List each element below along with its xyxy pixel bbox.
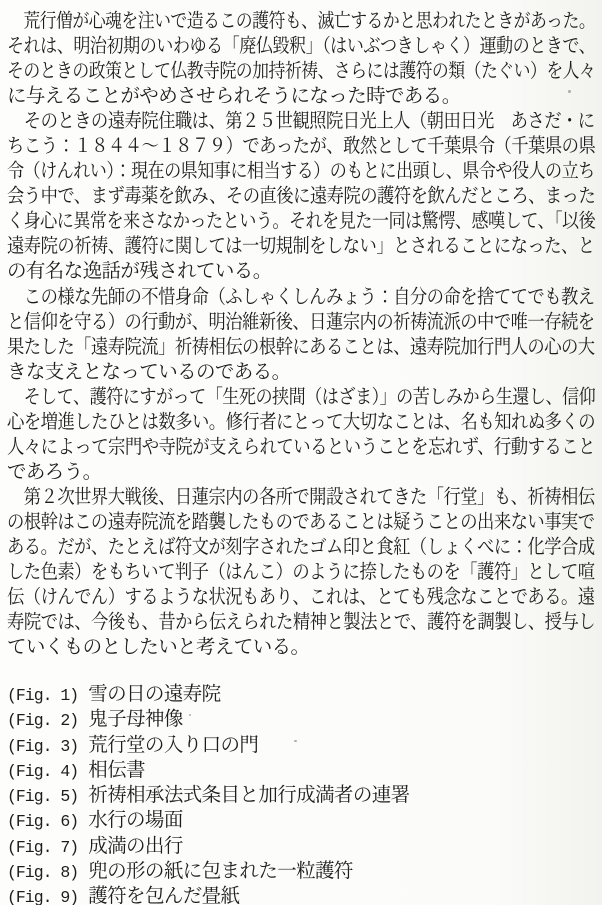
figure-caption: 水行の場面 [88,808,183,832]
figure-caption: 荒行堂の入り口の門 [88,732,259,756]
text-line [7,509,595,534]
text-line [7,359,595,384]
text-line [7,484,595,509]
figure-label: (Fig. 2) [7,711,79,731]
figure-caption: 鬼子母神像 [88,707,183,731]
text-line-content: 遠寿院の祈祷、護符に関しては一切規制をしない」とされることになった、と [7,234,595,258]
text-line [7,434,595,459]
text-line-content: そのときの政策として仏教寺院の加持祈祷、さらには護符の類（たぐい）を人々 [7,59,596,83]
figure-item-content [7,782,410,809]
text-line-content: そのときの遠寿院住職は、第２５世観照院日光上人（朝田日光 あさだ・に [7,109,595,133]
text-line-content: 果たした「遠寿院流」祈祷相伝の根幹にあることは、遠寿院加行門人の心の大 [7,334,595,358]
text-line-content: ちこう：１８４４～１８７９）であったが、敢然として千葉県令（千葉県の県 [7,134,596,158]
text-line [7,634,595,659]
text-line [7,58,595,83]
text-line-content: した色素）をもちいて判子（はんこ）のように捺したものを「護符」として喧 [7,560,595,584]
text-line [7,309,595,334]
figure-item-content [7,681,221,708]
text-line-content: 人々によって宗門や寺院が支えられているということを忘れず、行動すること [7,434,595,458]
text-line-content: それは、明治初期のいわゆる「廃仏毀釈」（はいぶつきしゃく）運動のときで、 [7,34,596,58]
text-line-content: 荒行僧が心魂を注いで造るこの護符も、滅亡するかと思われたときがあった。 [7,9,596,32]
figure-label: (Fig. 7) [7,837,79,857]
scan-speck [294,740,297,742]
text-line-content: の根幹はこの遠寿院流を踏襲したものであることは疑うことの出来ない事実で [7,509,595,533]
figure-item-content [7,732,258,759]
text-line-content: 令（けんれい）：現在の県知事に相当する）のもとに出頭し、県令や役人の立ち [7,159,595,183]
text-line-content: と信仰を守る）の行動が、明治維新後、日蓮宗内の祈祷流派の中で唯一存続を [7,309,595,333]
text-line [7,233,595,258]
text-line-content: この様な先師の不惜身命（ふしゃくしんみょう：自分の命を捨ててでも教え [7,284,595,308]
figure-item-content [7,833,183,860]
figure-caption: 雪の日の遠寿院 [88,682,221,706]
figure-caption: 祈祷相承法式条目と加行成満者の連署 [88,783,410,807]
scan-speck [189,714,191,716]
figure-item-content [7,883,239,905]
text-line [7,208,595,233]
text-line [7,559,595,584]
text-line [7,83,595,108]
text-line [7,284,595,309]
figure-label: (Fig. 4) [7,761,79,781]
article-text [7,8,595,659]
figure-caption: 護符を包んだ畳紙 [88,884,240,905]
figure-list [7,681,595,905]
figure-caption: 兜の形の紙に包まれた一粒護符 [88,858,353,882]
text-line [7,459,595,484]
figure-item-content [7,807,183,834]
figure-caption: 成満の出行 [88,833,183,857]
text-line [7,409,595,434]
figure-item-content [7,757,145,784]
figure-label: (Fig. 8) [7,862,79,882]
figure-label: (Fig. 1) [7,686,79,706]
text-line [7,384,595,409]
figure-label: (Fig. 5) [7,787,79,807]
figure-list-item [7,681,595,706]
text-line [7,133,595,158]
text-line [7,183,595,208]
text-line [7,584,595,609]
figure-list-item [7,858,595,883]
text-line-content: であろう。 [7,459,102,483]
text-line [7,33,595,58]
text-line-content: の有名な逸話が残されている。 [7,259,272,283]
text-line [7,8,595,33]
text-line-content: に与えることがやめさせられそうになった時である。 [7,84,461,108]
figure-list-item [7,883,595,905]
text-line [7,258,595,283]
figure-list-item [7,833,595,858]
text-line [7,609,595,634]
text-line-content: ある。だが、たとえば符文が刻字されたゴム印と食紅（しょくべに：化学合成 [7,534,595,558]
text-line-content: 心を増進したひとは数多い。修行者にとって大切なことは、名も知れぬ多くの [7,409,596,433]
figure-list-item [7,706,595,731]
text-line [7,334,595,359]
figure-caption: 相伝書 [88,757,145,781]
figure-label: (Fig. 6) [7,812,79,832]
figure-list-item [7,757,595,782]
figure-item-content [7,706,183,733]
figure-list-item [7,807,595,832]
text-line-content: 会う中で、まず毒薬を飲み、その直後に遠寿院の護符を飲んだところ、まった [7,184,596,208]
figure-item-content [7,858,353,885]
text-line-content: く身心に異常を来さなかったという。それを見た一同は驚愕、感嘆して、「以後 [7,209,596,233]
text-line [7,108,595,133]
text-line-content: きな支えとなっているのである。 [7,359,291,383]
figure-list-item [7,732,595,757]
figure-label: (Fig. 9) [7,888,79,905]
text-line-content: ていくものとしたいと考えている。 [7,635,310,659]
text-line-content: そして、護符にすがって「生死の挟間（はざま）」の苦しみから生還し、信仰 [7,384,596,408]
figure-list-item [7,782,595,807]
text-line-content: 寿院では、今後も、昔から伝えられた精神と製法とで、護符を調製し、授与し [7,610,596,634]
text-line [7,534,595,559]
figure-label: (Fig. 3) [7,736,79,756]
text-line-content: 伝（けんでん）するような状況もあり、これは、とても残念なことである。遠 [7,585,595,609]
scan-speck [568,90,571,93]
text-line [7,158,595,183]
text-line-content: 第２次世界大戦後、日蓮宗内の各所で開設されてきた「行堂」も、祈祷相伝 [7,484,595,508]
